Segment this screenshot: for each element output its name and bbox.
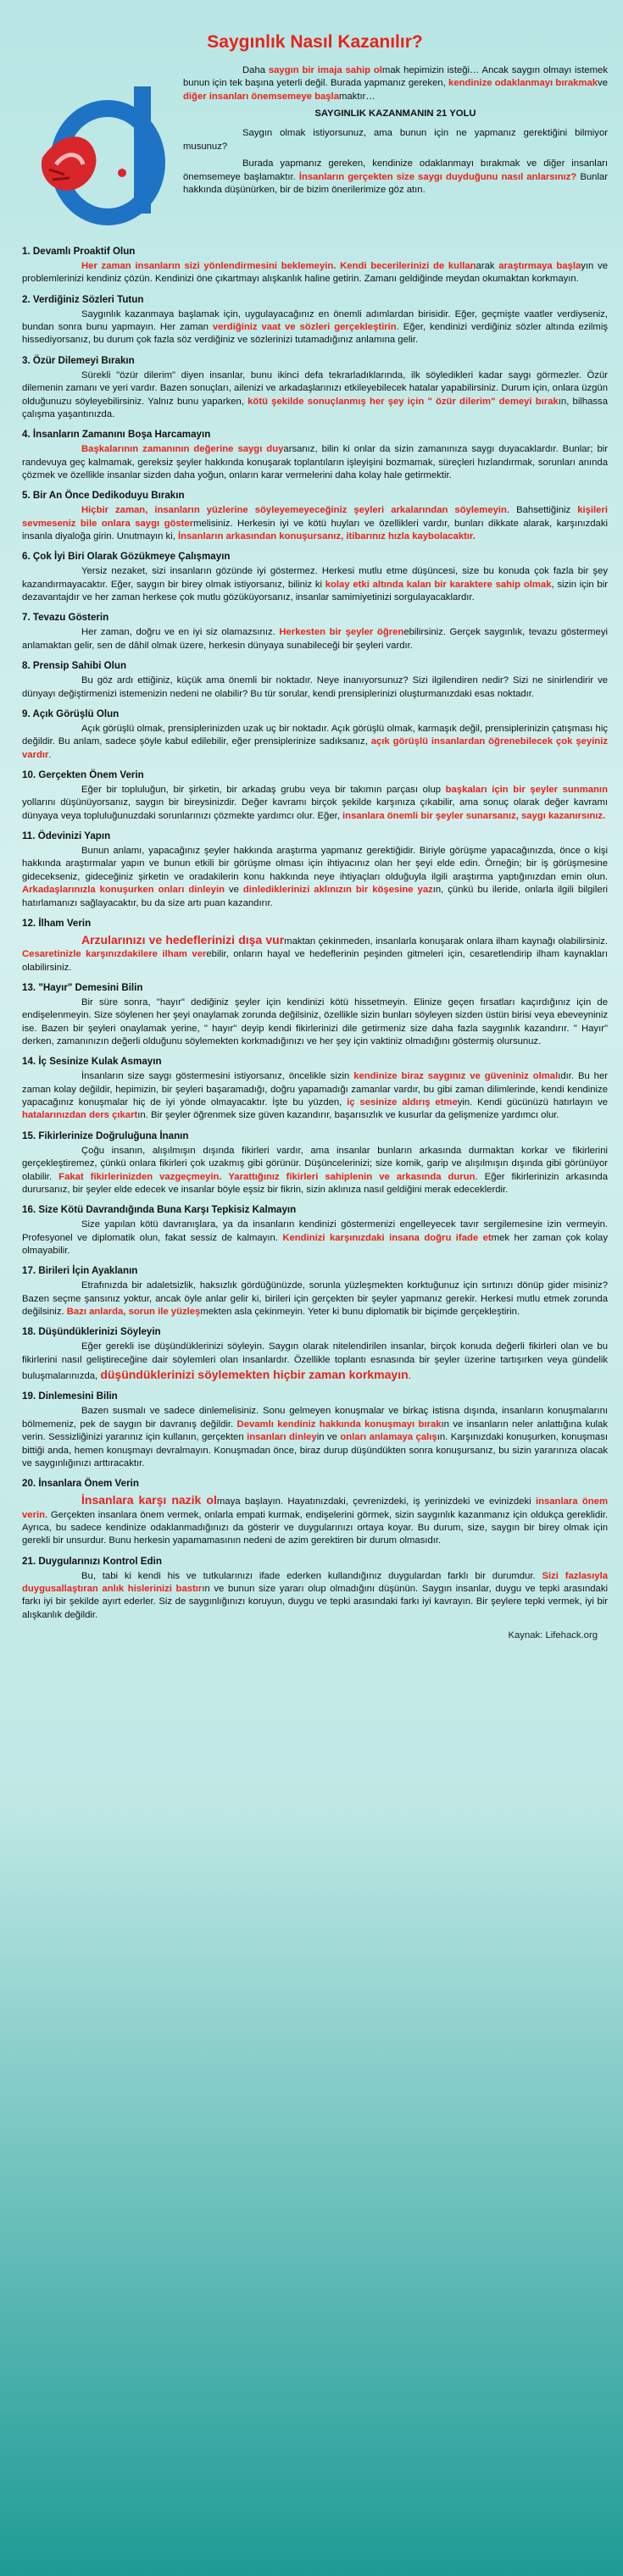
intro-block: [22, 64, 608, 238]
tip-heading: 21. Duygularınızı Kontrol Edin: [22, 1555, 162, 1567]
tip-body: Bu göz ardı ettiğiniz, küçük ama önemli bir noktadır. Neye inanıyorsunuz? Sizi ilgilendiren nedir? Sizi ne sinirlendirir ve dünyayı değiştirmenizi istemenizin nedeni ne olabilir? Bu tür sorular, kendi prensiplerinizi oluşturmanızdaki esas noktadır.: [22, 675, 608, 699]
tip-heading: 3. Özür Dilemeyi Bırakın: [22, 354, 135, 366]
tip-body: Bunun anlamı, yapacağınız şeyler hakkında araştırma yapmanız gerektiğidir. Biriyle görüşme yapacağınızda, önce o kişi hakkında araştırmalar yapın ve bunun etkili bir görüşme olması için ihtiyacınız olan her şeyi elde edin. Örneğin; bir iş görüşmesine gidecekseniz, gideceğiniz şirketin ve oradakilerin konu hakkında neye ihtiyaçları olduğuyla ilgili araştırma yaptığınızdan emin olun. Arkadaşlarınızla konuşurken onları dinleyin ve dinlediklerinizi aklınızın bir köşesine yazın, çünkü bu ileride, onlarla ilgili bilgileri hatırlamanızı sağlayacaktır, bu da size artı puan kazandırır.: [22, 846, 608, 908]
tip-heading: 15. Fikirlerinize Doğruluğuna İnanın: [22, 1130, 189, 1141]
tip-heading: 11. Ödevinizi Yapın: [22, 830, 111, 842]
intro-heading: SAYGINLIK KAZANMANIN 21 YOLU: [314, 108, 476, 119]
tip-heading: 4. İnsanların Zamanını Boşa Harcamayın: [22, 429, 211, 441]
tip-heading: 5. Bir An Önce Dedikoduyu Bırakın: [22, 490, 185, 502]
tip-body: Hiçbir zaman, insanların yüzlerine söyleyemeyeceğiniz şeyleri arkalarından söylemeyin. Bahsettiğiniz kişileri sevmeseniz bile onlara saygı göstermelisiniz. Herkesin iyi ve kötü huyları ve özellikleri vardır, bunları dikkate alarak, karşınızdaki insanla diyaloğa girin. Unutmayın ki, İnsanların arkasından konuşursanız, itibarınız hızla kaybolacaktır.: [22, 505, 608, 542]
page-title: Saygınlık Nasıl Kazanılır?: [207, 32, 423, 52]
tip-body: Çoğu insanın, alışılmışın dışında fikirleri vardır, ama insanlar bunların arkasında durmaktan korkar ve fikirlerini gerçekleştiremez, çünkü onlara fikirleri çok uzakmış gibi görünür. Düşüncelerinizi; size komik, garip ve alışılmışın dışında gibi görünüyor olabilir. Fakat fikirlerinizden vazgeçmeyin. Yarattığınız fikirleri sahiplenin ve arkasında durun. Eğer fikirlerinizin arkasında durursanız, bir şeyler elde edecek ve insanlar böyle eşsiz bir fikrin, sizin aklınıza nasıl geldiğini merak edeceklerdir.: [22, 1145, 608, 1195]
intro-paragraph-3: Burada yapmanız gereken, kendinize odaklanmayı bırakmak ve diğer insanları önemsemeye başlamaktır. İnsanların gerçekten size saygı duyduğunu nasıl anlarsınız? Bunlar hakkında düşünürken, bir de bizim önerilerimize göz atın.: [183, 158, 608, 195]
tip-heading: 13. "Hayır" Demesini Bilin: [22, 981, 143, 993]
tip-body: Her zaman insanların sizi yönlendirmesini beklemeyin. Kendi becerilerinizi de kullanarak araştırmaya başlayın ve problemlerinizi kendiniz çözün. Kendinizi öne çıkartmayı alışkanlık haline getirin. Zamanı geldiğinde meydan okumaktan korkmayın.: [22, 261, 608, 285]
tip-body: Saygınlık kazanmaya başlamak için, uygulayacağınız en önemli adımlardan birisidir. Eğer, geçmişte vaatler verdiyseniz, bundan sonra bunu yapmayın. Her zaman verdiğiniz vaat ve sözleri gerçekleştirin. Eğer, kendinizi verdiğiniz sözler altında ezilmiş hissediyorsanız, bu durum çok fazla söz verdiğiniz ve sözlerinizi tutamadığınız anlamına gelir.: [22, 308, 608, 346]
intro-paragraph-1: Daha saygın bir imaja sahip olmak hepimizin isteği… Ancak saygın olmayı istemek bunun için tek başına yeterli değil. Burada yapmanız gereken, kendinize odaklanmayı bırakmakve diğer insanları önemsemeye başlamaktır…: [183, 65, 608, 102]
tip-body: Her zaman, doğru ve en iyi siz olamazsınız. Herkesten bir şeyler öğrenebilirsiniz. Gerçek saygınlık, tevazu göstermeyi anlamaktan gelir, sen de dâhil olmak üzere, herkesin dünyaya sunabileceği bir şeyleri vardır.: [22, 627, 608, 651]
tip-heading: 18. Düşündüklerinizi Söyleyin: [22, 1326, 161, 1338]
tip-heading: 9. Açık Görüşlü Olun: [22, 708, 120, 719]
tip-heading: 1. Devamlı Proaktif Olun: [22, 246, 136, 257]
tips-list: [22, 246, 608, 1622]
tip-heading: 2. Verdiğiniz Sözleri Tutun: [22, 293, 144, 305]
tip-body: Eğer gerekli ise düşündüklerinizi söyleyin. Saygın olarak nitelendirilen insanlar, birçok konuda değerli fikirleri olan ve bu fikirlerini nasıl geliştireceğine dair söylemleri olan insanlardır. Özellikle toplantı esnasında bir şeyler üzerine tartışırken veya gündelik buluşmalarınızda, düşündüklerinizi söylemekten hiçbir zaman korkmayın.: [22, 1341, 608, 1382]
tip-heading: 8. Prensip Sahibi Olun: [22, 660, 127, 672]
tip-body: Sürekli "özür dilerim" diyen insanlar, bunu ikinci defa tekrarladıklarında, ilk söyledikleri kadar saygı görmezler. Özür dilemenin zamanı ve yeri vardır. Bazen sonuçları, ailenizi ve arkadaşlarınızı etkileyebilecek hatalar yapabilirsiniz. Durum için, onlara üzgün olduğunuzu söyleyebilirsiniz. Yalnız bunu yaparken, kötü şekilde sonuçlanmış her şey için " özür dilerim" demeyi bırakın, bilhassa çalışma yaşantınızda.: [22, 369, 608, 419]
tip-heading: 10. Gerçekten Önem Verin: [22, 769, 144, 780]
tip-body: Başkalarının zamanının değerine saygı duyarsanız, bilin ki onlar da sizin zamanınıza saygı duyacaklardır. Bunlar; bir randevuya geç kalmamak, gereksiz şeyler hakkında konuşarak toplantıların işleyişini bozmamak, süreçleri hızlandırmak, sorunları anında çözmek ve özellikle insanlar sizden daha yoğun, onların karar vermelerini daha kolay hale getirmektir.: [22, 444, 608, 480]
tip-heading: 14. İç Sesinize Kulak Asmayın: [22, 1056, 162, 1068]
intro-paragraph-2: Saygın olmak istiyorsunuz, ama bunun için ne yapmanız gerektiğini bilmiyor musunuz?: [183, 128, 608, 152]
tip-body: Yersiz nezaket, sizi insanların gözünde iyi göstermez. Herkesi mutlu etme düşüncesi, size bu konuda çok fazla bir şey kazandırmayacaktır. Eğer, saygın bir birey olmak istiyorsanız, biliniz ki kolay etki altında kalan bir karaktere sahip olmak, sizin için bir dezavantajdır ve her zaman herkese çok mutlu gözüküyorsanız, insanlar samimiyetinizi sorgulayacaklardır.: [22, 566, 608, 603]
tip-heading: 19. Dinlemesini Bilin: [22, 1391, 118, 1402]
dh-logo-icon: [27, 80, 171, 232]
tip-body: Açık görüşlü olmak, prensiplerinizden uzak uç bir noktadır. Açık görüşlü olmak, karmaşık değil, prensiplerinizin çatışması hiç değildir. Bu anlam, sadece şöyle kabul edilebilir, eğer prensiplerinize sadıksanız, açık görüşlü insanlardan öğrenebilecek çok şeyiniz vardır.: [22, 723, 608, 760]
tip-body: Bir süre sonra, "hayır" dediğiniz şeyler için kendinizi kötü hissetmeyin. Elinize geçen fırsatları kaçırdığınız için de endişelenmeyin. Size söylenen her şeyi onaylamak zorunda değilsiniz, özellikle sizin bunları söyleyen sizden üstün birisi veya ebeveyniniz ise. Bazen bir şeyleri onaylamak yerine, " hayır" deyip kendi fikirlerinizi dile getirmeniz size daha fazla saygınlık kazandırır. " Hayır" derken, zamanınızın değerli olduğunu söylemekten korkmadığınızı ve her şey için vaktiniz olmadığını göstermiş olursunuz.: [22, 997, 608, 1047]
tip-body: Eğer bir topluluğun, bir şirketin, bir arkadaş grubu veya bir takımın parçası olup başkaları için bir şeyler sunmanın yollarını düşünüyorsanız, saygın bir bireysinizdir. Değer kavramı birçok şekilde karşınıza çıkabilir, ama sonuç olarak değer kavramı dünyaya veya topluluğunuzdaki sorunlarınızı çözmekte yardımcı olur. Eğer, insanlara önemli bir şeyler sunarsanız, saygı kazanırsınız.: [22, 784, 608, 821]
tip-heading: 12. İlham Verin: [22, 917, 92, 929]
tip-body: Bazen susmalı ve sadece dinlemelisiniz. Sonu gelmeyen konuşmalar ve birkaç istisna dışında, insanların konuşmalarını bölmemeniz, pek de saygın bir davranış değildir. Devamlı kendiniz hakkında konuşmayı bırakın ve insanların neler anlattığına kulak verin. Sessizliğinizi yararınız için kullanın, gerçekten insanları dinleyin ve onları anlamaya çalışın. Karşınızdaki konuşurken, konuşması bittiği anda, hemen konuşmayı devralmayın. Konuşmadan önce, biraz durup düşündükten sonra konuşursanız, bu sizin yararınıza olacak ve saygınlığınızı arttıracaktır.: [22, 1406, 608, 1468]
tip-heading: 17. Birileri İçin Ayaklanın: [22, 1265, 138, 1277]
tip-body: Bu, tabi ki kendi his ve tutkularınızı ifade ederken kullandığınız duygulardan farklı bir durumdur. Sizi fazlasıyla duygusallaştıran anlık hislerinizi bastırın ve bunun size yararı olup olmadığını düşünün. Saygın insanlar, duygu ve tepki arasındaki farkı iyi bir şekilde ayırt ederler. Siz de saygınlığınızı koruyun, duygu ve tepki arasındaki farkı iyi kavrayın. Bir şeylere tepki vermek, iyi bir alışkanlık değildir.: [22, 1570, 608, 1620]
tip-body: Arzularınızı ve hedeflerinizi dışa vurmaktan çekinmeden, insanlarla konuşarak onlara ilham kaynağı olabilirsiniz. Cesaretinizle karşınızdakilere ilham verebilir, onların hayal ve hedeflerinin peşinden gitmeleri için, cesaretlendirip ilham kaynakları olabilirsiniz.: [22, 932, 608, 973]
tip-heading: 20. İnsanlara Önem Verin: [22, 1478, 139, 1490]
tip-heading: 16. Size Kötü Davrandığında Buna Karşı Tepkisiz Kalmayın: [22, 1204, 297, 1216]
tip-heading: 7. Tevazu Gösterin: [22, 612, 109, 624]
tip-heading: 6. Çok İyi Biri Olarak Gözükmeye Çalışmayın: [22, 551, 231, 563]
tip-body: İnsanların size saygı göstermesini istiyorsanız, öncelikle sizin kendinize biraz saygınız ve güveniniz olmalıdır. Bu her zaman kolay değildir, hepimizin, bir şeyleri başaramadığı, doğru yapamadığı zamanlar vardır, bu gibi zaman dilimlerinde, kendi kendinize yapacağınız konuşmalar hiç de iyi yönde olmayacaktır. İşte bu yüzden, iç sesinize aldırış etmeyin. Kendi gücünüzü hatırlayın ve hatalarınızdan ders çıkartın. Bir şeyler öğrenmek size güven kazandırır, başarısızlık ve kusurlar da gelişmenize yardımcı olur.: [22, 1071, 608, 1121]
tip-body: İnsanlara karşı nazik olmaya başlayın. Hayatınızdaki, çevrenizdeki, iş yerinizdeki ve evinizdeki insanlara önem verin. Gerçekten insanlara önem vermek, onlarla empati kurmak, endişelerini görmek, sizin saygınlık kazanmanız için oldukça gereklidir. Ayrıca, bu sadece kendinize odaklanmadığınızı da gösterir ve duygularınızı ortaya koyar. Bu durum, size, saygın bir birey olmak için gerekli bir unsurdur. Bunu herkesin yapamamasının nedeni de azim gerektiren bir durum olmasıdır.: [22, 1493, 609, 1546]
source-credit: Kaynak: Lifehack.org: [508, 1630, 598, 1641]
tip-body: Size yapılan kötü davranışlara, ya da insanların kendinizi göstermenizi engelleyecek tavır sergilemesine izin vermeyin. Profesyonel ve diplomatik olun, fakat sessiz de kalmayın. Kendinizi karşınızdaki insana doğru ifade etmek her zaman çok kolay olmayabilir.: [22, 1219, 608, 1256]
tip-body: Etrafınızda bir adaletsizlik, haksızlık gördüğünüzde, sorunla yüzleşmekten korktuğunuz için sırtınızı dönüp gider misiniz? Bazen seçme şansınız yoktur, ancak öyle anlar gelir ki, birileri için gerçekten bir şeyler yapmanız gerekir. Herkesi mutlu etmek zorunda değilsiniz. Bazı anlarda, sorun ile yüzleşmekten asla çekinmeyin. Yeter ki bunu diplomatik bir biçimde gerçekleştirin.: [22, 1280, 608, 1318]
